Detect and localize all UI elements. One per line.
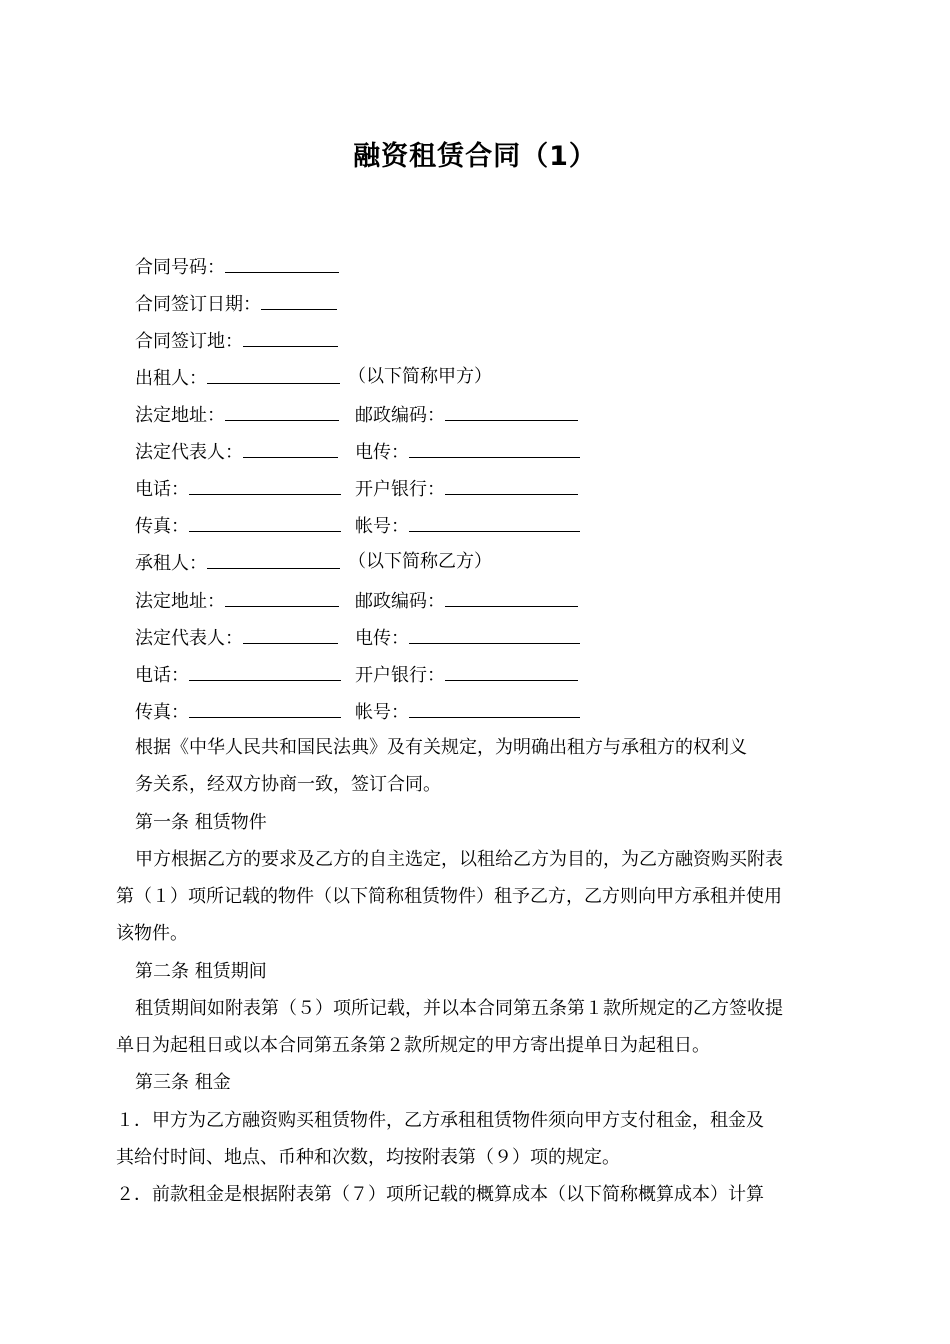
field-label: 法定地址： xyxy=(135,405,225,426)
field-label: 合同号码： xyxy=(135,257,225,278)
lessee-address-field xyxy=(135,589,339,613)
lessee-name-field xyxy=(135,551,340,575)
field-label: 法定地址： xyxy=(135,591,225,612)
blank-line xyxy=(243,626,338,644)
article-1-line-3: 该物件。 xyxy=(116,923,188,944)
lessor-account-field xyxy=(355,514,580,538)
field-label: 法定代表人： xyxy=(135,628,243,649)
blank-line xyxy=(445,477,578,495)
blank-line xyxy=(409,440,580,458)
blank-line xyxy=(243,329,338,347)
blank-line xyxy=(445,403,578,421)
contract-number-field xyxy=(135,255,339,279)
field-label: 电话： xyxy=(135,665,189,686)
blank-line xyxy=(189,514,341,532)
field-label: 开户银行： xyxy=(355,479,445,500)
article-3-clause-1-line-1: １．甲方为乙方融资购买租赁物件，乙方承租租赁物件须向甲方支付租金，租金及 xyxy=(116,1110,764,1131)
lessor-telefax-field xyxy=(135,514,341,538)
field-label: 承租人： xyxy=(135,553,207,574)
blank-line xyxy=(189,700,341,718)
field-label: 合同签订日期： xyxy=(135,294,261,315)
field-label: 邮政编码： xyxy=(355,405,445,426)
field-label: 法定代表人： xyxy=(135,442,243,463)
lessor-postcode-field xyxy=(355,403,578,427)
field-label: 邮政编码： xyxy=(355,591,445,612)
article-1-line-1: 甲方根据乙方的要求及乙方的自主选定，以租给乙方为目的，为乙方融资购买附表 xyxy=(135,849,783,870)
field-label: 帐号： xyxy=(355,516,409,537)
sign-date-field xyxy=(135,292,337,316)
lessee-telefax-field xyxy=(135,700,341,724)
lessor-note: （以下简称甲方） xyxy=(348,366,492,387)
article-2-line-1: 租赁期间如附表第（５）项所记载，并以本合同第五条第１款所规定的乙方签收提 xyxy=(135,998,783,1019)
article-1-line-2: 第（１）项所记载的物件（以下简称租赁物件）租予乙方，乙方则向甲方承租并使用 xyxy=(116,886,782,907)
preamble-line-2: 务关系，经双方协商一致，签订合同。 xyxy=(135,774,441,795)
blank-line xyxy=(225,255,339,273)
lessee-bank-field xyxy=(355,663,578,687)
preamble-line-1: 根据《中华人民共和国民法典》及有关规定，为明确出租方与承租方的权利义 xyxy=(135,737,747,758)
field-label: 传真： xyxy=(135,702,189,723)
lessor-rep-field xyxy=(135,440,338,464)
field-label: 电传： xyxy=(355,628,409,649)
field-label: 开户银行： xyxy=(355,665,445,686)
blank-line xyxy=(225,403,339,421)
lessor-bank-field xyxy=(355,477,578,501)
blank-line xyxy=(207,551,340,569)
blank-line xyxy=(225,589,339,607)
blank-line xyxy=(189,663,341,681)
article-3-clause-1-line-2: 其给付时间、地点、币种和次数，均按附表第（９）项的规定。 xyxy=(116,1147,620,1168)
blank-line xyxy=(409,700,580,718)
blank-line xyxy=(207,366,340,384)
article-1-title: 第一条 租赁物件 xyxy=(135,812,267,833)
article-3-title: 第三条 租金 xyxy=(135,1072,231,1093)
lessee-phone-field xyxy=(135,663,341,687)
field-label: 出租人： xyxy=(135,368,207,389)
lessee-fax-field xyxy=(355,626,580,650)
lessee-rep-field xyxy=(135,626,338,650)
field-label: 电传： xyxy=(355,442,409,463)
field-label: 合同签订地： xyxy=(135,331,243,352)
lessee-postcode-field xyxy=(355,589,578,613)
blank-line xyxy=(409,626,580,644)
lessor-phone-field xyxy=(135,477,341,501)
lessor-name-field xyxy=(135,366,340,390)
article-2-line-2: 单日为起租日或以本合同第五条第２款所规定的甲方寄出提单日为起租日。 xyxy=(116,1035,710,1056)
field-label: 传真： xyxy=(135,516,189,537)
article-2-title: 第二条 租赁期间 xyxy=(135,961,267,982)
field-label: 帐号： xyxy=(355,702,409,723)
blank-line xyxy=(445,589,578,607)
field-label: 电话： xyxy=(135,479,189,500)
blank-line xyxy=(261,292,337,310)
lessee-note: （以下简称乙方） xyxy=(348,551,492,572)
blank-line xyxy=(243,440,338,458)
blank-line xyxy=(409,514,580,532)
page-title: 融资租赁合同（1） xyxy=(353,141,597,172)
article-3-clause-2-line-1: ２．前款租金是根据附表第（７）项所记载的概算成本（以下简称概算成本）计算 xyxy=(116,1184,764,1205)
blank-line xyxy=(189,477,341,495)
lessor-address-field xyxy=(135,403,339,427)
blank-line xyxy=(445,663,578,681)
lessee-account-field xyxy=(355,700,580,724)
sign-place-field xyxy=(135,329,338,353)
lessor-fax-field xyxy=(355,440,580,464)
